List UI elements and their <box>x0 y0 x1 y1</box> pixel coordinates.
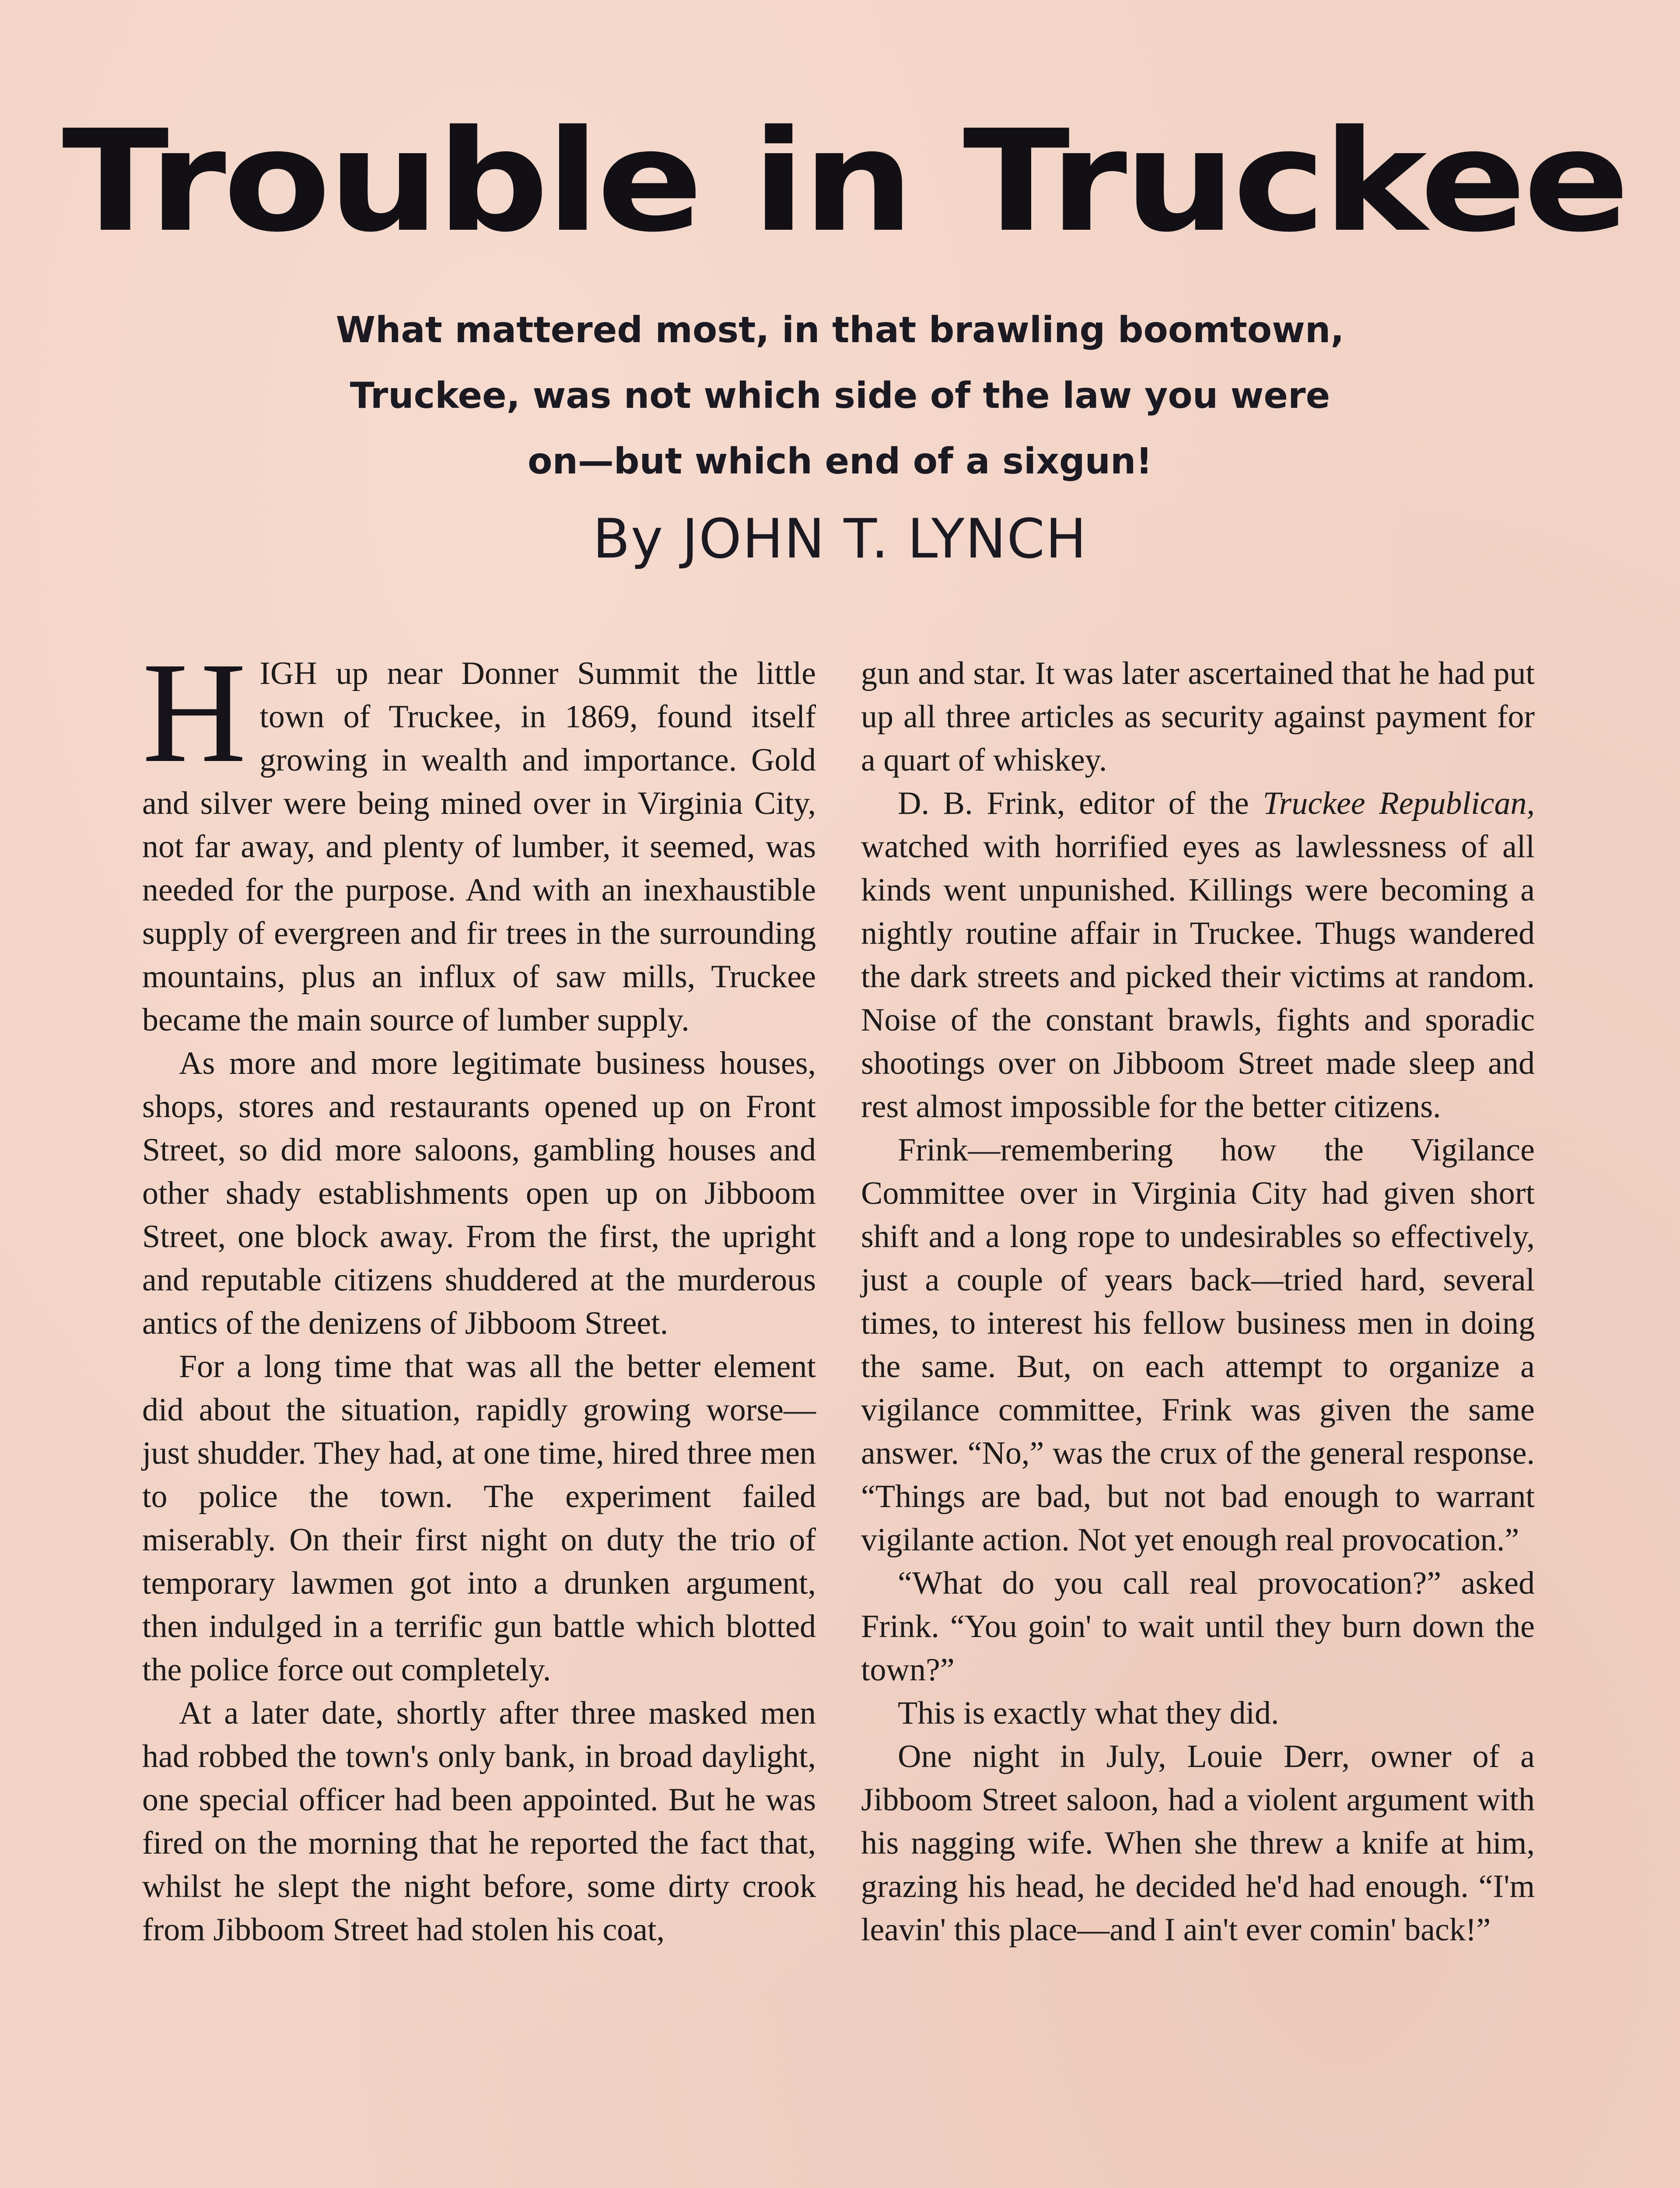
paragraph: Frink—remembering how the Vigilance Committee over in Virginia City had given short shift and a long rope to undesirables so effectively, just a couple of years back—tried hard, several times, to interest his fellow business men in doing the same. But, on each attempt to organize a vigilance committee, Frink was given the same answer. “No,” was the crux of the general response. “Things are bad, but not bad enough to warrant vigilante action. Not yet enough real provocation.” <box>861 1132 1535 1558</box>
paragraph <box>861 782 1535 1129</box>
paragraph: “What do you call real provocation?” asked Frink. “You goin' to wait until they burn down the town?” <box>861 1565 1535 1688</box>
drop-cap: H <box>142 633 247 792</box>
right-column <box>861 652 1535 1952</box>
paragraph-text: IGH up near Donner Summit the little town of Truckee, in 1869, found itself growing in wealth and importance. Gold and silver were being mined over in Virginia City, not far away, and plenty of lumber, it seemed, was needed for the purpose. And with an inexhaustible supply of evergreen and fir trees in the surrounding mountains, plus an influx of saw mills, Truckee became the main source of lumber supply. <box>142 656 816 1038</box>
paragraph-text: watched with horrified eyes as lawlessness of all kinds went unpunished. Killings were becoming a nightly routine affair in Truckee. Thugs wandered the dark streets and picked their victims at random. Noise of the constant brawls, fights and sporadic shootings over on Jibboom Street made sleep and rest almost impossible for the better citizens. <box>861 829 1535 1125</box>
paragraph: One night in July, Louie Derr, owner of a Jibboom Street saloon, had a violent argument with his nagging wife. When she threw a knife at him, grazing his head, he decided he'd had enough. “I'm leavin' this place—and I ain't ever comin' back!” <box>861 1739 1535 1948</box>
paragraph-text: D. B. Frink, editor of the <box>898 785 1263 821</box>
paragraph: For a long time that was all the better element did about the situation, rapidly growing worse—just shudder. They had, at one time, hired three men to police the town. The experiment failed miserably. On their first night on duty the trio of temporary lawmen got into a drunken argument, then indulged in a terrific gun battle which blotted the police force out completely. <box>142 1349 816 1688</box>
story-deck: What mattered most, in that brawling boomtown, Truckee, was not which side of the law you were on—but which end of a sixgun! <box>336 309 1344 482</box>
left-column <box>142 633 816 1952</box>
paragraph: gun and star. It was later ascertained that he had put up all three articles as security against payment for a quart of whiskey. <box>861 656 1535 778</box>
story-title: Trouble in Truckee <box>62 100 1627 263</box>
byline: By JOHN T. LYNCH <box>592 508 1088 571</box>
paragraph: As more and more legitimate business houses, shops, stores and restaurants opened up on Front Street, so did more saloons, gambling houses and other shady establishments open up on Jibboom Street, one block away. From the first, the upright and reputable citizens shuddered at the murderous antics of the denizens of Jibboom Street. <box>142 1045 816 1341</box>
newspaper-name: Truckee Republican, <box>1263 785 1535 821</box>
paragraph: At a later date, shortly after three masked men had robbed the town's only bank, in broad daylight, one special officer had been appointed. But he was fired on the morning that he reported the fact that, whilst he slept the night before, some dirty crook from Jibboom Street had stolen his coat, <box>142 1695 816 1948</box>
paragraph <box>142 633 816 1042</box>
paragraph: This is exactly what they did. <box>898 1695 1279 1731</box>
